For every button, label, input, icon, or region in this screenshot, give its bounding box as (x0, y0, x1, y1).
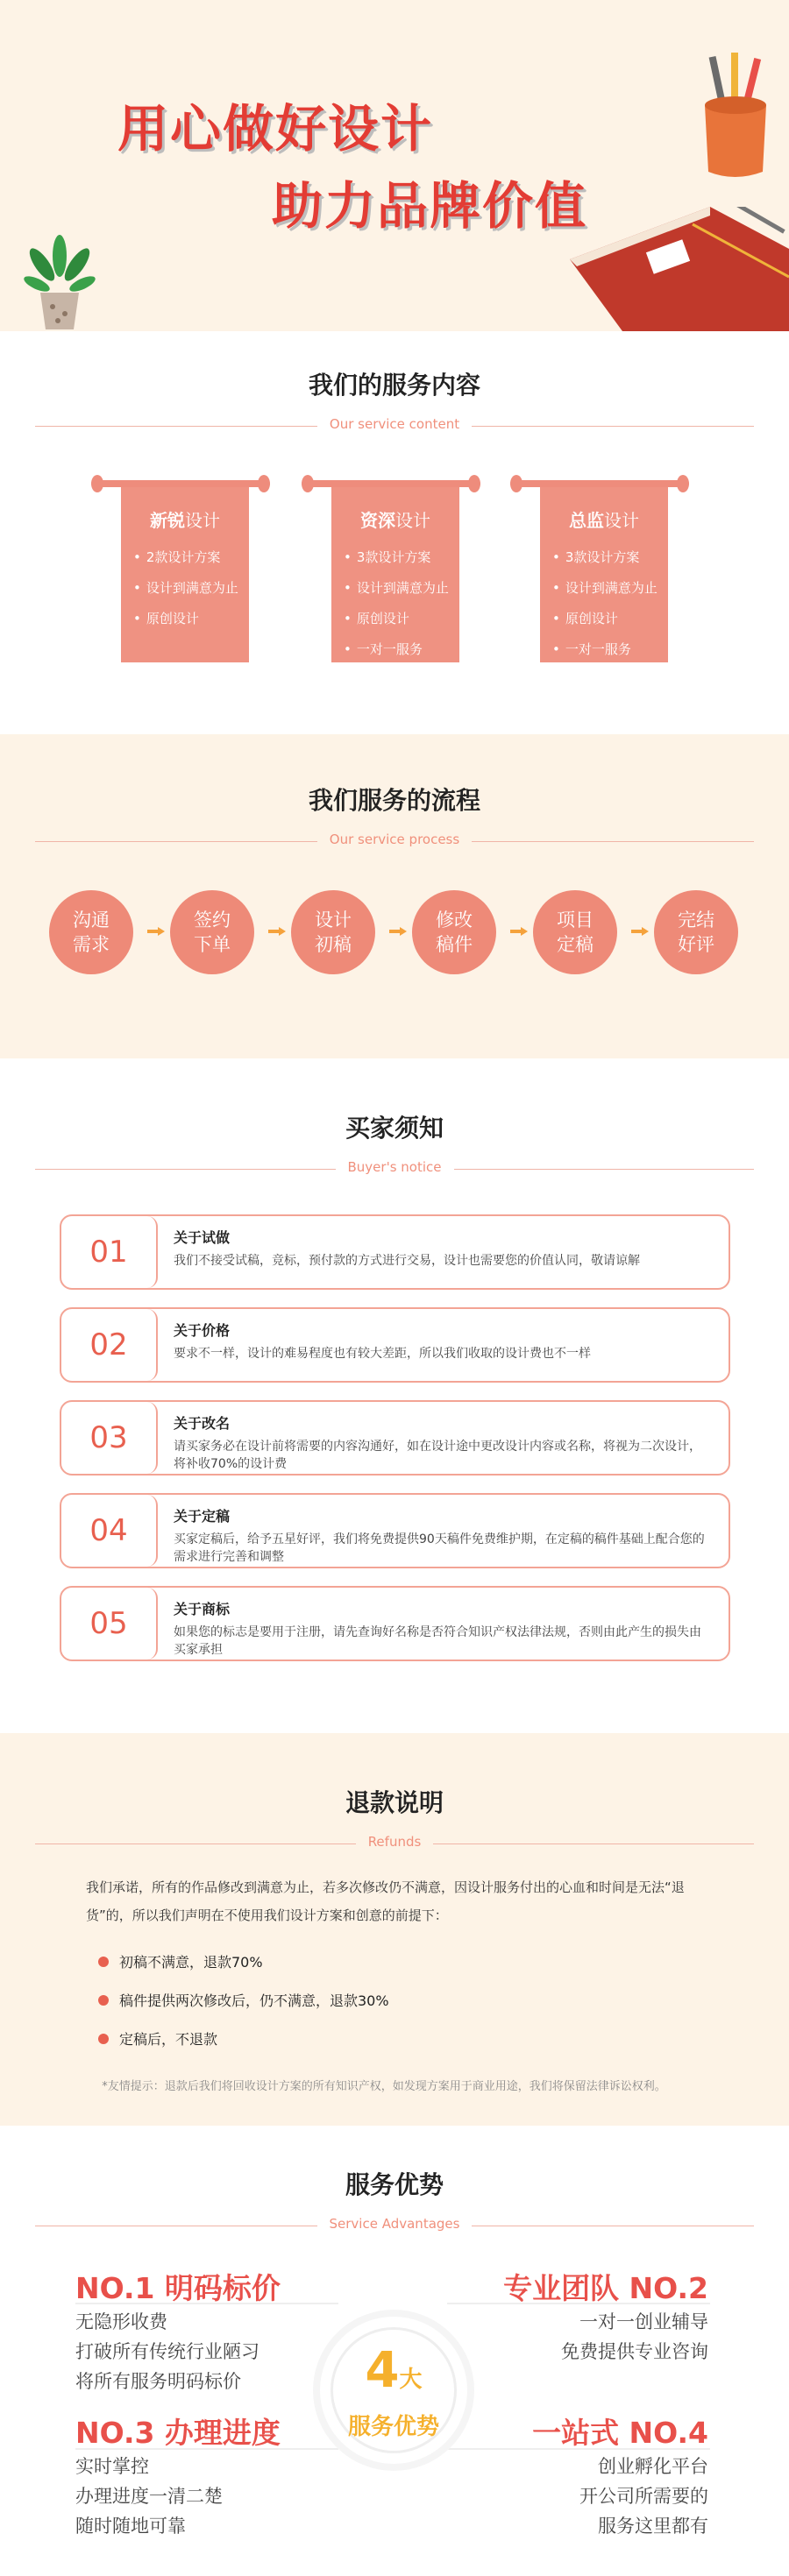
arrow-right-icon (631, 927, 649, 936)
service-feature: • 一对一服务 (344, 640, 447, 658)
step-line: 项目 (557, 909, 594, 931)
service-card-name: 设计 (395, 510, 430, 531)
notice-number: 05 (61, 1588, 158, 1660)
services-title: 我们的服务内容 (308, 371, 480, 400)
notice-item-text: 请买家务必在设计前将需要的内容沟通好，如在设计途中更改设计内容或名称，将视为二次设计，将补收70%的设计费 (174, 1440, 701, 1471)
advantage-2 (503, 2266, 708, 2367)
advantage-line: 打破所有传统行业陋习 (75, 2341, 259, 2362)
notice-item (60, 1400, 730, 1476)
advantage-line: 实时掌控 (75, 2456, 149, 2477)
arrow-right-icon (510, 927, 528, 936)
advantage-title: NO.1 明码标价 (75, 2271, 281, 2305)
service-card-name-bold: 总监 (569, 510, 604, 531)
advantage-line: 创业孵化平台 (598, 2456, 708, 2477)
step-line: 设计 (315, 909, 352, 931)
advantages-badge (331, 2327, 457, 2453)
notice-item-title: 关于试做 (174, 1229, 231, 1246)
advantage-1 (75, 2266, 281, 2396)
badge-word: 服务优势 (347, 2414, 439, 2440)
service-feature: • 原创设计 (344, 609, 447, 627)
service-card-name: 设计 (604, 510, 639, 531)
step-line: 沟通 (73, 909, 110, 931)
step-line: 签约 (194, 909, 231, 931)
advantages-section (0, 2126, 789, 2576)
advantage-title: NO.3 办理进度 (75, 2416, 281, 2450)
notice-item (60, 1586, 730, 1661)
hero-title-line2: 助力品牌价值 (272, 176, 588, 236)
service-feature: • 3款设计方案 (552, 548, 656, 566)
notice-item-title: 关于改名 (174, 1415, 231, 1432)
notice-number: 03 (61, 1402, 158, 1474)
step-line: 完结 (678, 909, 714, 931)
notice-item (60, 1307, 730, 1383)
pencil-cup-illustration (693, 53, 780, 184)
service-feature: • 设计到满意为止 (133, 578, 237, 597)
notice-item (60, 1493, 730, 1568)
process-step-5 (533, 890, 617, 974)
advantage-title: 专业团队 NO.2 (503, 2271, 708, 2305)
hero-banner (0, 0, 789, 331)
arrow-right-icon (147, 927, 165, 936)
step-line: 好评 (678, 934, 714, 955)
process-step-3 (291, 890, 375, 974)
refunds-intro: 我们承诺，所有的作品修改到满意为止，若多次修改仍不满意，因设计服务付出的心血和时间是无法“退货”的，所以我们声明在不使用我们设计方案和创意的前提下： (86, 1879, 685, 1923)
advantages-title: 服务优势 (345, 2170, 444, 2199)
notice-item-title: 关于定稿 (174, 1508, 231, 1525)
notice-item-text: 我们不接受试稿，竞标，预付款的方式进行交易，设计也需要您的价值认同，敬请谅解 (174, 1254, 640, 1268)
process-section (0, 734, 789, 1058)
service-card-name-bold: 资深 (360, 510, 395, 531)
services-subtitle: Our service content (317, 416, 472, 432)
notice-item-text: 如果您的标志是要用于注册，请先查询好名称是否符合知识产权法律法规，否则由此产生的损失由买家承担 (174, 1625, 701, 1657)
badge-number: 4 (365, 2342, 400, 2399)
refund-rule: 稿件提供两次修改后，仍不满意，退款30% (98, 1982, 717, 2020)
service-feature: • 3款设计方案 (344, 548, 447, 566)
process-step-6 (654, 890, 738, 974)
notice-number: 04 (61, 1495, 158, 1567)
advantage-line: 将所有服务明码标价 (75, 2371, 241, 2392)
badge-small: 大 (399, 2367, 423, 2393)
notice-title: 买家须知 (345, 1114, 444, 1143)
process-step-1 (49, 890, 133, 974)
refund-rule: 初稿不满意，退款70% (98, 1943, 717, 1982)
notice-item-title: 关于价格 (174, 1322, 231, 1339)
arrow-right-icon (268, 927, 286, 936)
refunds-section (0, 1733, 789, 2126)
notice-section (0, 1058, 789, 1733)
process-step-4 (412, 890, 496, 974)
advantage-line: 一对一创业辅导 (579, 2311, 708, 2332)
advantage-title: 一站式 NO.4 (532, 2416, 708, 2450)
refunds-title: 退款说明 (345, 1788, 444, 1817)
notebook-illustration (561, 207, 789, 331)
service-feature: • 设计到满意为止 (344, 578, 447, 597)
advantage-line: 随时随地可靠 (75, 2516, 186, 2537)
refund-rule: 定稿后，不退款 (98, 2020, 717, 2059)
service-feature: • 一对一服务 (552, 640, 656, 658)
process-subtitle: Our service process (317, 832, 472, 847)
service-card-name-bold: 新锐 (150, 510, 185, 531)
refunds-tip: *友情提示：退款后我们将回收设计方案的所有知识产权，如发现方案用于商业用途，我们将保留法律诉讼权利。 (102, 2080, 666, 2093)
step-line: 定稿 (557, 934, 594, 955)
service-feature: • 设计到满意为止 (552, 578, 656, 597)
notice-number: 02 (61, 1309, 158, 1381)
step-line: 初稿 (315, 934, 352, 955)
services-section (0, 331, 789, 734)
step-line: 需求 (73, 934, 110, 955)
notice-number: 01 (61, 1216, 158, 1288)
advantage-line: 无隐形收费 (75, 2311, 167, 2332)
advantages-subtitle: Service Advantages (317, 2216, 473, 2232)
step-line: 稿件 (436, 934, 473, 955)
advantage-4 (532, 2410, 708, 2541)
advantage-3 (75, 2410, 281, 2541)
advantage-line: 开公司所需要的 (579, 2486, 708, 2507)
notice-subtitle: Buyer's notice (336, 1159, 454, 1175)
service-card-name: 设计 (185, 510, 220, 531)
notice-item-text: 买家定稿后，给予五星好评，我们将免费提供90天稿件免费维护期，在定稿的稿件基础上配合您的需求进行完善和调整 (174, 1532, 705, 1564)
service-feature: • 原创设计 (552, 609, 656, 627)
process-title: 我们服务的流程 (308, 786, 480, 815)
advantage-line: 服务这里都有 (598, 2516, 708, 2537)
arrow-right-icon (389, 927, 407, 936)
potted-plant-illustration (19, 230, 98, 331)
notice-item (60, 1214, 730, 1290)
step-line: 修改 (436, 909, 473, 931)
process-step-2 (170, 890, 254, 974)
service-feature: • 2款设计方案 (133, 548, 237, 566)
advantage-line: 免费提供专业咨询 (561, 2341, 708, 2362)
notice-item-text: 要求不一样，设计的难易程度也有较大差距，所以我们收取的设计费也不一样 (174, 1347, 591, 1361)
advantage-line: 办理进度一清二楚 (75, 2486, 223, 2507)
service-feature: • 原创设计 (133, 609, 237, 627)
step-line: 下单 (194, 934, 231, 955)
notice-item-title: 关于商标 (174, 1601, 231, 1617)
refunds-subtitle: Refunds (356, 1834, 434, 1850)
hero-title-line1: 用心做好设计 (117, 99, 434, 159)
